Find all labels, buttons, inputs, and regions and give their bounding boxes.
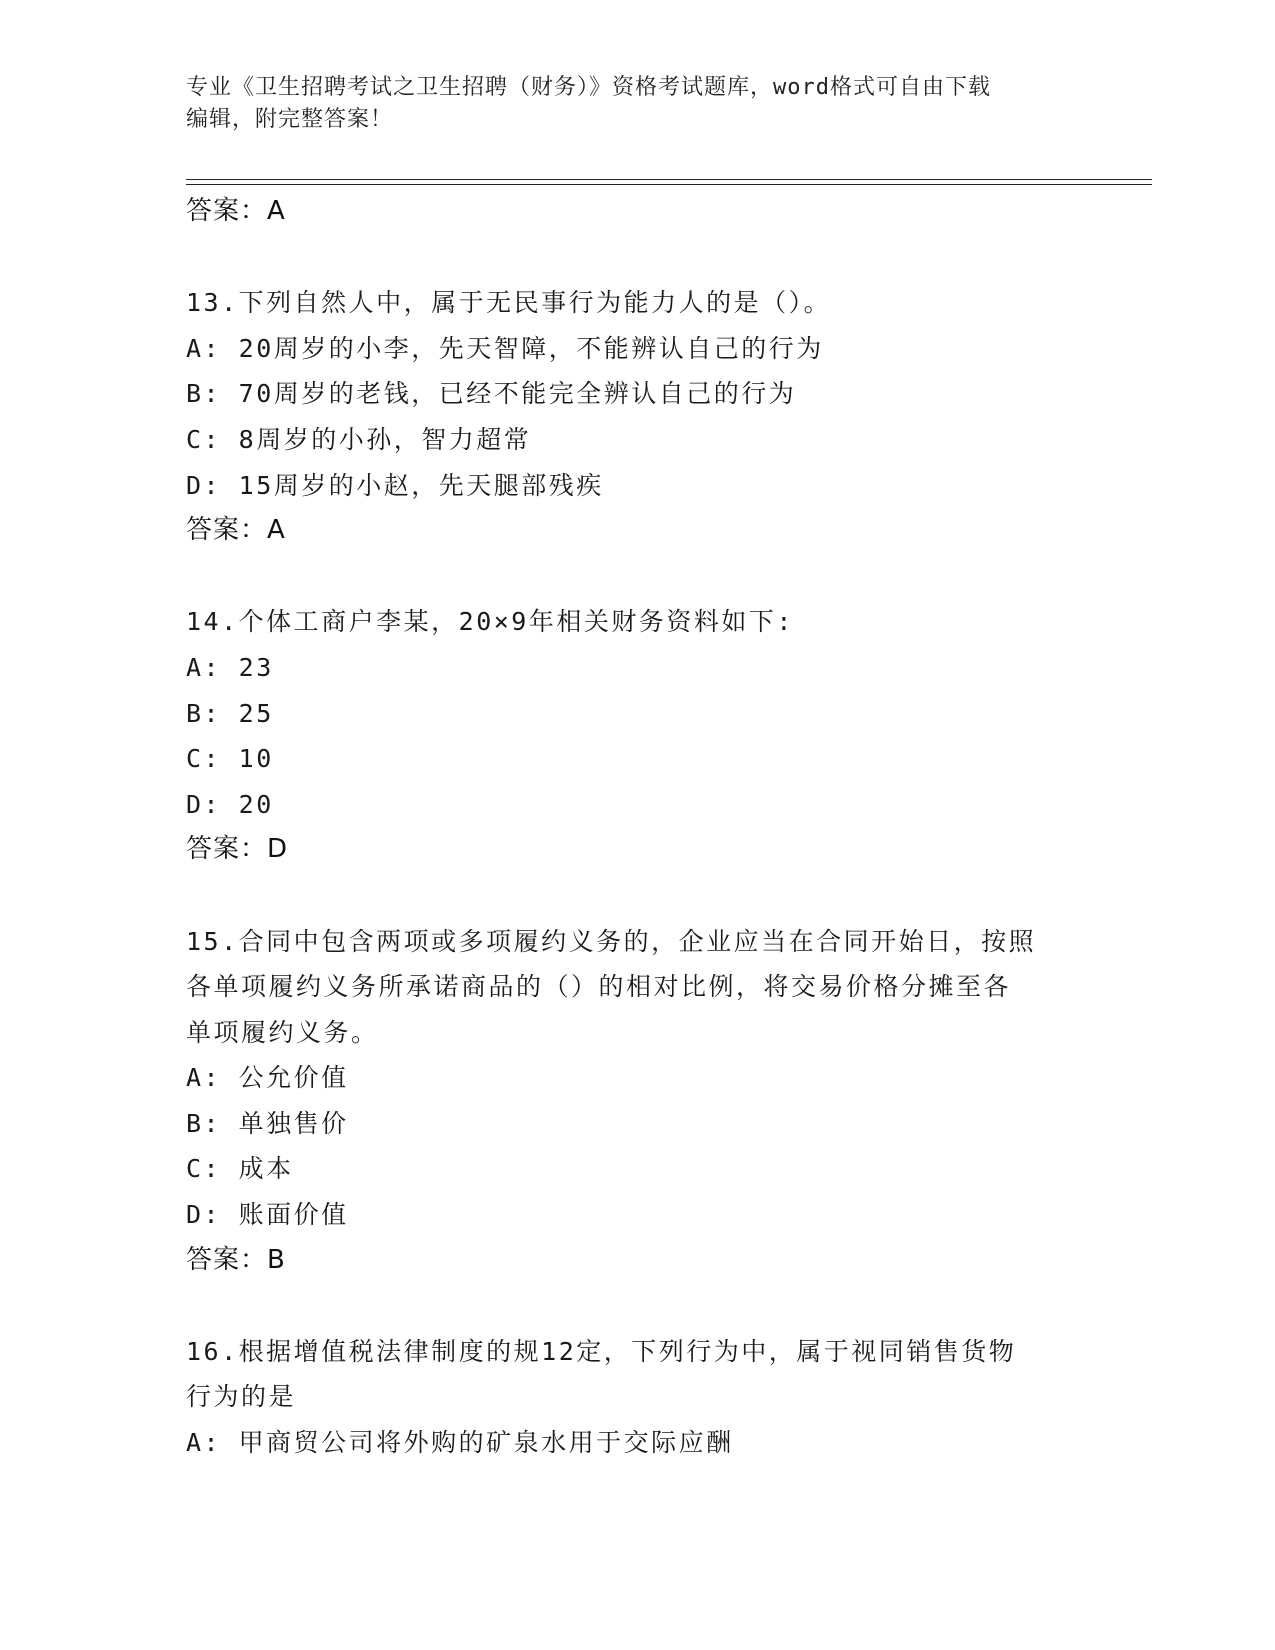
option-line: C: 10 — [186, 744, 274, 774]
spacer — [186, 554, 1116, 600]
document-header — [186, 72, 1066, 136]
header-line-1: 专业《卫生招聘考试之卫生招聘（财务）》资格考试题库，word格式可自由下载 — [186, 75, 991, 100]
answer-line: 答案：D — [186, 834, 289, 865]
option-line: B: 70周岁的老钱，已经不能完全辨认自己的行为 — [186, 379, 797, 409]
option-line: A: 20周岁的小李，先天智障，不能辨认自己的行为 — [186, 333, 824, 363]
question-line: 14.个体工商户李某，20×9年相关财务资料如下: — [186, 607, 794, 637]
option-line: C: 8周岁的小孙，智力超常 — [186, 424, 532, 454]
option-line: B: 25 — [186, 698, 274, 728]
question-list — [186, 189, 1116, 1466]
question-line: 单项履约义务。 — [186, 1017, 379, 1047]
answer-line: 答案：B — [186, 1244, 286, 1275]
option-line: D: 账面价值 — [186, 1200, 349, 1230]
option-line: B: 单独售价 — [186, 1108, 349, 1138]
option-line: A: 公允价值 — [186, 1063, 349, 1093]
option-line: D: 20 — [186, 789, 274, 819]
answer-line: 答案：A — [186, 196, 286, 226]
option-line: C: 成本 — [186, 1154, 294, 1184]
header-line-2: 编辑，附完整答案！ — [186, 107, 394, 132]
spacer — [186, 1283, 1116, 1329]
question-line: 各单项履约义务所承诺商品的（）的相对比例，将交易价格分摊至各 — [186, 972, 1012, 1002]
spacer — [186, 235, 1116, 281]
option-line: D: 15周岁的小赵，先天腿部残疾 — [186, 470, 604, 500]
header-divider-top — [186, 179, 1152, 180]
answer-line: 答案：A — [186, 515, 286, 546]
question-line: 行为的是 — [186, 1382, 297, 1412]
question-line: 16.根据增值税法律制度的规12定，下列行为中，属于视同销售货物 — [186, 1336, 1017, 1366]
question-line: 13.下列自然人中，属于无民事行为能力人的是（）。 — [186, 288, 832, 318]
option-line: A: 23 — [186, 652, 274, 682]
option-line: A: 甲商贸公司将外购的矿泉水用于交际应酬 — [186, 1428, 734, 1458]
spacer — [186, 873, 1116, 919]
question-line: 15.合同中包含两项或多项履约义务的，企业应当在合同开始日，按照 — [186, 926, 1037, 956]
header-divider-bottom — [186, 184, 1152, 185]
